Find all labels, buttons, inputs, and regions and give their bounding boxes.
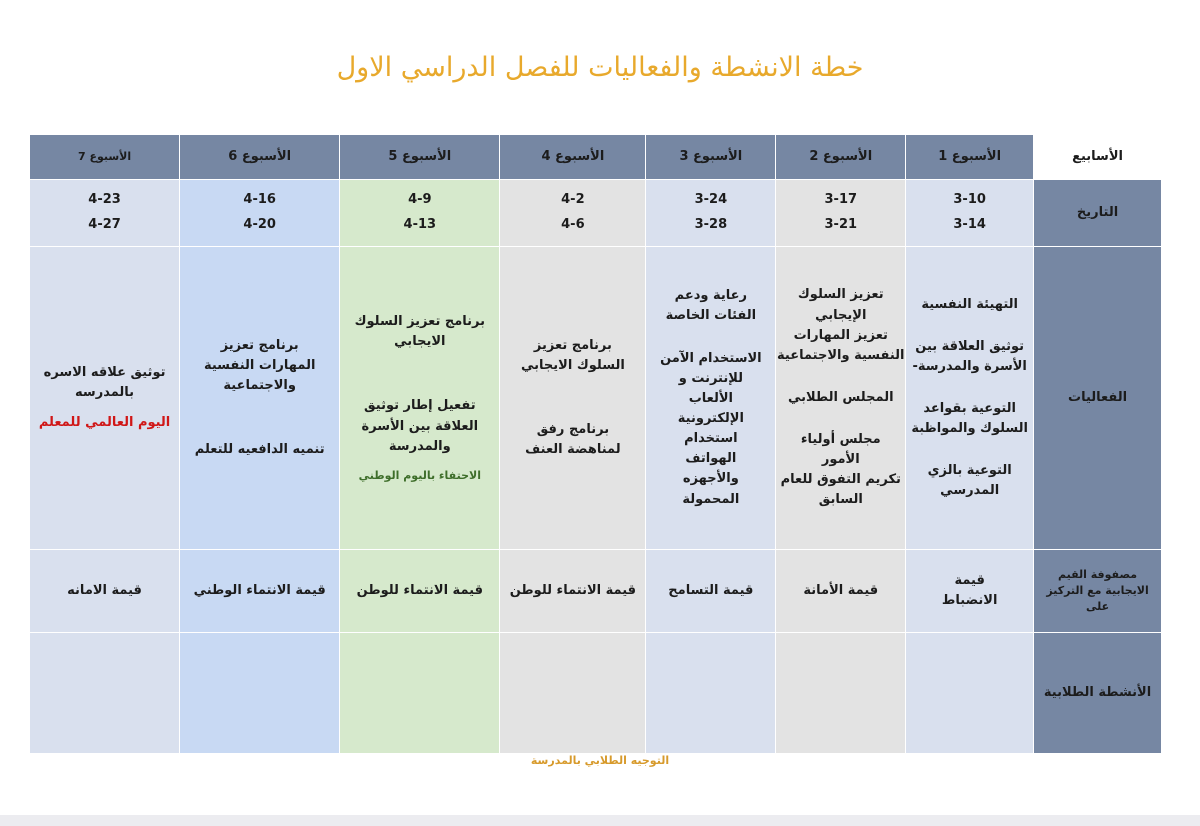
weeks-header-row bbox=[30, 135, 1162, 180]
activity-line: تعزيز المهارات bbox=[793, 327, 888, 343]
activity-line: قيمة الأمانة bbox=[803, 582, 879, 598]
footer-signature: التوجيه الطلابي بالمدرسة bbox=[530, 754, 670, 767]
week-header-7: الأسبوع 7 bbox=[30, 135, 180, 180]
date-from: 3-10 bbox=[953, 192, 986, 208]
row-label-values: مصفوفة القيم الايجابية مع التركيز على bbox=[1034, 550, 1162, 633]
date-from: 4-2 bbox=[561, 192, 585, 208]
activities-cell-3 bbox=[646, 247, 776, 550]
date-from: 3-24 bbox=[694, 192, 728, 208]
teacher-day-note: اليوم العالمي للمعلم bbox=[38, 415, 171, 431]
activity-line: تفعيل إطار توثيق bbox=[364, 398, 476, 414]
activity-line: المجلس الطلابي bbox=[788, 389, 894, 405]
date-to: 4-13 bbox=[403, 217, 437, 232]
date-cell-2 bbox=[776, 180, 906, 247]
activity-line: والأجهزه bbox=[682, 471, 739, 487]
activity-line: التهيئة النفسية bbox=[921, 296, 1018, 312]
page-title: خطة الانشطة والفعاليات للفصل الدراسي الاول bbox=[336, 52, 864, 83]
week-header-1: الأسبوع 1 bbox=[906, 135, 1034, 180]
activities-cell-4 bbox=[500, 247, 646, 550]
activities-row bbox=[30, 247, 1162, 550]
activity-line: برنامج تعزيز السلوك bbox=[354, 314, 486, 330]
activity-line: قيمة الانتماء للوطن bbox=[356, 582, 483, 598]
week-header-3: الأسبوع 3 bbox=[646, 135, 776, 180]
activity-line: الانضباط bbox=[941, 593, 998, 608]
student-activity-cell-4 bbox=[500, 633, 646, 754]
value-cell-4 bbox=[500, 550, 646, 633]
activity-line: الهواتف bbox=[685, 451, 737, 467]
week-header-6: الأسبوع 6 bbox=[180, 135, 340, 180]
activity-line: قيمة الانتماء للوطن bbox=[509, 582, 637, 598]
activity-line: تكريم التفوق للعام bbox=[780, 472, 901, 488]
date-from: 3-17 bbox=[824, 192, 858, 208]
date-cell-4 bbox=[500, 180, 646, 247]
activity-line: برنامج تعزيز bbox=[220, 337, 299, 353]
activity-line: بالمدرسه bbox=[75, 384, 135, 400]
student-activity-cell-7 bbox=[30, 633, 180, 754]
activity-line: السلوك والمواظبة bbox=[911, 421, 1028, 437]
date-to: 4-27 bbox=[88, 217, 121, 232]
row-label-student-activities: الأنشطة الطلابية bbox=[1034, 633, 1162, 754]
activity-line: استخدام bbox=[684, 431, 738, 447]
activity-line: لمناهضة العنف bbox=[525, 442, 621, 458]
activity-line: السلوك الايجابي bbox=[521, 357, 625, 373]
activity-line: النفسية والاجتماعية bbox=[777, 347, 905, 363]
activity-line: رعاية ودعم bbox=[674, 288, 748, 304]
activity-line: تعزيز السلوك bbox=[797, 287, 884, 303]
date-from: 4-9 bbox=[408, 192, 432, 208]
activity-line: الألعاب bbox=[688, 390, 734, 406]
activity-line: توثيق العلاقة بين bbox=[915, 338, 1025, 354]
week-header-5: الأسبوع 5 bbox=[340, 135, 500, 180]
activity-line: المحمولة bbox=[682, 491, 740, 507]
value-cell-1 bbox=[906, 550, 1034, 633]
activity-line: الاستخدام الآمن bbox=[660, 350, 762, 366]
activity-line: برنامج تعزيز bbox=[533, 337, 612, 353]
row-label-weeks: الأسابيع bbox=[1034, 135, 1162, 180]
date-to: 4-6 bbox=[561, 217, 585, 232]
activity-line: توثيق علاقه الاسره bbox=[43, 364, 166, 380]
row-label-activities: الفعاليات bbox=[1034, 247, 1162, 550]
value-cell-3 bbox=[646, 550, 776, 633]
activity-line: الإلكترونية bbox=[677, 411, 744, 426]
national-day-note: الاحتفاء باليوم الوطني bbox=[358, 468, 481, 482]
activity-line: الفئات الخاصة bbox=[665, 308, 757, 324]
week-header-4: الأسبوع 4 bbox=[500, 135, 646, 180]
activity-line: برنامج رفق bbox=[536, 422, 610, 437]
activities-plan-table bbox=[29, 134, 1162, 754]
student-activities-row bbox=[30, 633, 1162, 754]
activity-line: مجلس أولياء bbox=[800, 432, 881, 448]
date-cell-1 bbox=[906, 180, 1034, 247]
date-to: 4-20 bbox=[243, 217, 276, 232]
date-to: 3-14 bbox=[953, 217, 986, 232]
activities-cell-5 bbox=[340, 247, 500, 550]
activity-line: والاجتماعية bbox=[223, 378, 296, 393]
activity-line: الأمور bbox=[821, 452, 860, 468]
activity-line: الايجابي bbox=[394, 334, 446, 350]
activity-line: التوعية بقواعد bbox=[923, 400, 1016, 416]
activities-cell-7 bbox=[30, 247, 180, 550]
page-bottom-strip bbox=[0, 815, 1200, 826]
activity-line: للإنترنت و bbox=[678, 370, 743, 386]
date-to: 3-28 bbox=[694, 217, 728, 232]
date-cell-3 bbox=[646, 180, 776, 247]
date-cell-6 bbox=[180, 180, 340, 247]
activity-line: قيمة التسامح bbox=[668, 582, 754, 598]
week-header-2: الأسبوع 2 bbox=[776, 135, 906, 180]
activities-cell-2 bbox=[776, 247, 906, 550]
activity-line: الأسرة والمدرسة- bbox=[912, 358, 1027, 374]
student-activity-cell-6 bbox=[180, 633, 340, 754]
date-from: 4-16 bbox=[243, 192, 276, 208]
activity-line: المدرسي bbox=[940, 483, 1000, 499]
date-row bbox=[30, 180, 1162, 247]
student-activity-cell-3 bbox=[646, 633, 776, 754]
activity-line: السابق bbox=[818, 492, 863, 508]
date-to: 3-21 bbox=[824, 217, 858, 232]
activity-line: قيمة bbox=[954, 572, 985, 588]
activity-line: العلاقة بين الأسرة bbox=[361, 418, 479, 434]
date-from: 4-23 bbox=[88, 192, 121, 208]
student-activity-cell-5 bbox=[340, 633, 500, 754]
date-cell-5 bbox=[340, 180, 500, 247]
value-cell-5 bbox=[340, 550, 500, 633]
value-cell-6 bbox=[180, 550, 340, 633]
row-label-date: التاريخ bbox=[1034, 180, 1162, 247]
student-activity-cell-1 bbox=[906, 633, 1034, 754]
value-cell-7 bbox=[30, 550, 180, 633]
activity-line: التوعية بالزي bbox=[927, 463, 1012, 479]
activity-line: المهارات النفسية bbox=[203, 357, 316, 373]
date-cell-7 bbox=[30, 180, 180, 247]
activity-line: تنميه الدافعيه للتعلم bbox=[194, 442, 325, 458]
activity-line: والمدرسة bbox=[388, 438, 451, 454]
student-activity-cell-2 bbox=[776, 633, 906, 754]
values-row bbox=[30, 550, 1162, 633]
activity-line: قيمة الامانه bbox=[67, 582, 142, 598]
activity-line: قيمة الانتماء الوطني bbox=[193, 582, 326, 598]
activities-cell-1 bbox=[906, 247, 1034, 550]
activity-line: الإيجابي bbox=[815, 307, 867, 323]
activities-cell-6 bbox=[180, 247, 340, 550]
value-cell-2 bbox=[776, 550, 906, 633]
